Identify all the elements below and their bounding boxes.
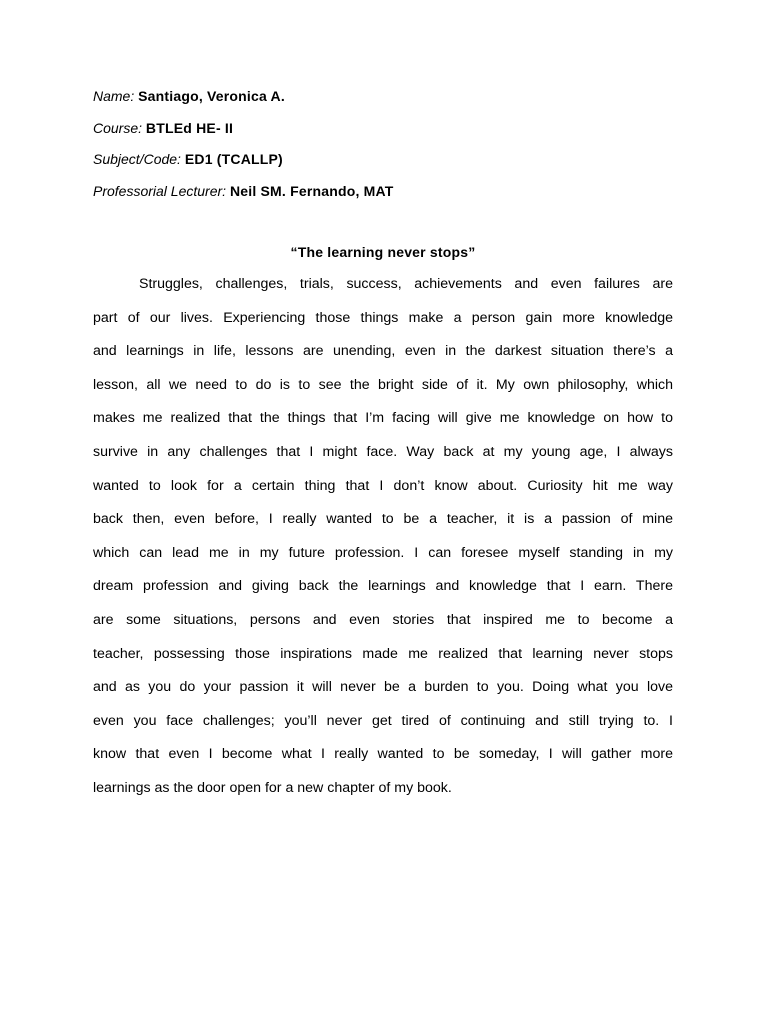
essay-line: survive in any challenges that I might face. Way back at my young age, I always (93, 443, 673, 460)
course-value: BTLEd HE- II (145, 120, 234, 136)
essay-line: even you face challenges; you’ll never get tired of continuing and still trying to. I (93, 712, 673, 729)
course-line (93, 119, 683, 137)
essay-line: are some situations, persons and even stories that inspired me to become a (93, 611, 673, 628)
essay-line: Struggles, challenges, trials, success, achievements and even failures are (139, 276, 673, 292)
essay-line: know that even I become what I really wanted to be someday, I will gather more (93, 746, 673, 763)
name-value: Santiago, Veronica A. (138, 88, 285, 104)
essay-line: back then, even before, I really wanted to be a teacher, it is a passion of mine (93, 511, 673, 528)
essay-line: and as you do your passion it will never be a burden to you. Doing what you love (93, 679, 673, 696)
essay-line: teacher, possessing those inspirations made me realized that learning never stops (93, 645, 673, 662)
lecturer-label: Professorial Lecturer: (93, 183, 227, 199)
essay-line: dream profession and giving back the learnings and knowledge that I earn. There (93, 578, 673, 595)
essay-line: part of our lives. Experiencing those things make a person gain more knowledge (93, 309, 673, 326)
lecturer-value: Neil SM. Fernando, MAT (229, 183, 394, 199)
course-label: Course: (93, 120, 143, 136)
name-label: Name: (93, 88, 135, 104)
subject-value: ED1 (TCALLP) (184, 151, 283, 167)
name-line (93, 87, 683, 105)
essay-line: lesson, all we need to do is to see the bright side of it. My own philosophy, which (93, 376, 673, 393)
subject-label: Subject/Code: (93, 151, 181, 167)
essay-line: wanted to look for a certain thing that I don’t know about. Curiosity hit me way (93, 477, 673, 494)
subject-line (93, 150, 683, 168)
essay-line: which can lead me in my future profession. I can foresee myself standing in my (93, 544, 673, 561)
essay-line: learnings as the door open for a new chapter of my book. (93, 779, 452, 796)
essay-title: “The learning never stops” (290, 244, 476, 260)
lecturer-line (93, 182, 683, 200)
essay-line: and learnings in life, lessons are unending, even in the darkest situation there’s a (93, 343, 673, 360)
essay-body (93, 273, 673, 811)
essay-line: makes me realized that the things that I’m facing will give me knowledge on how to (93, 410, 673, 427)
